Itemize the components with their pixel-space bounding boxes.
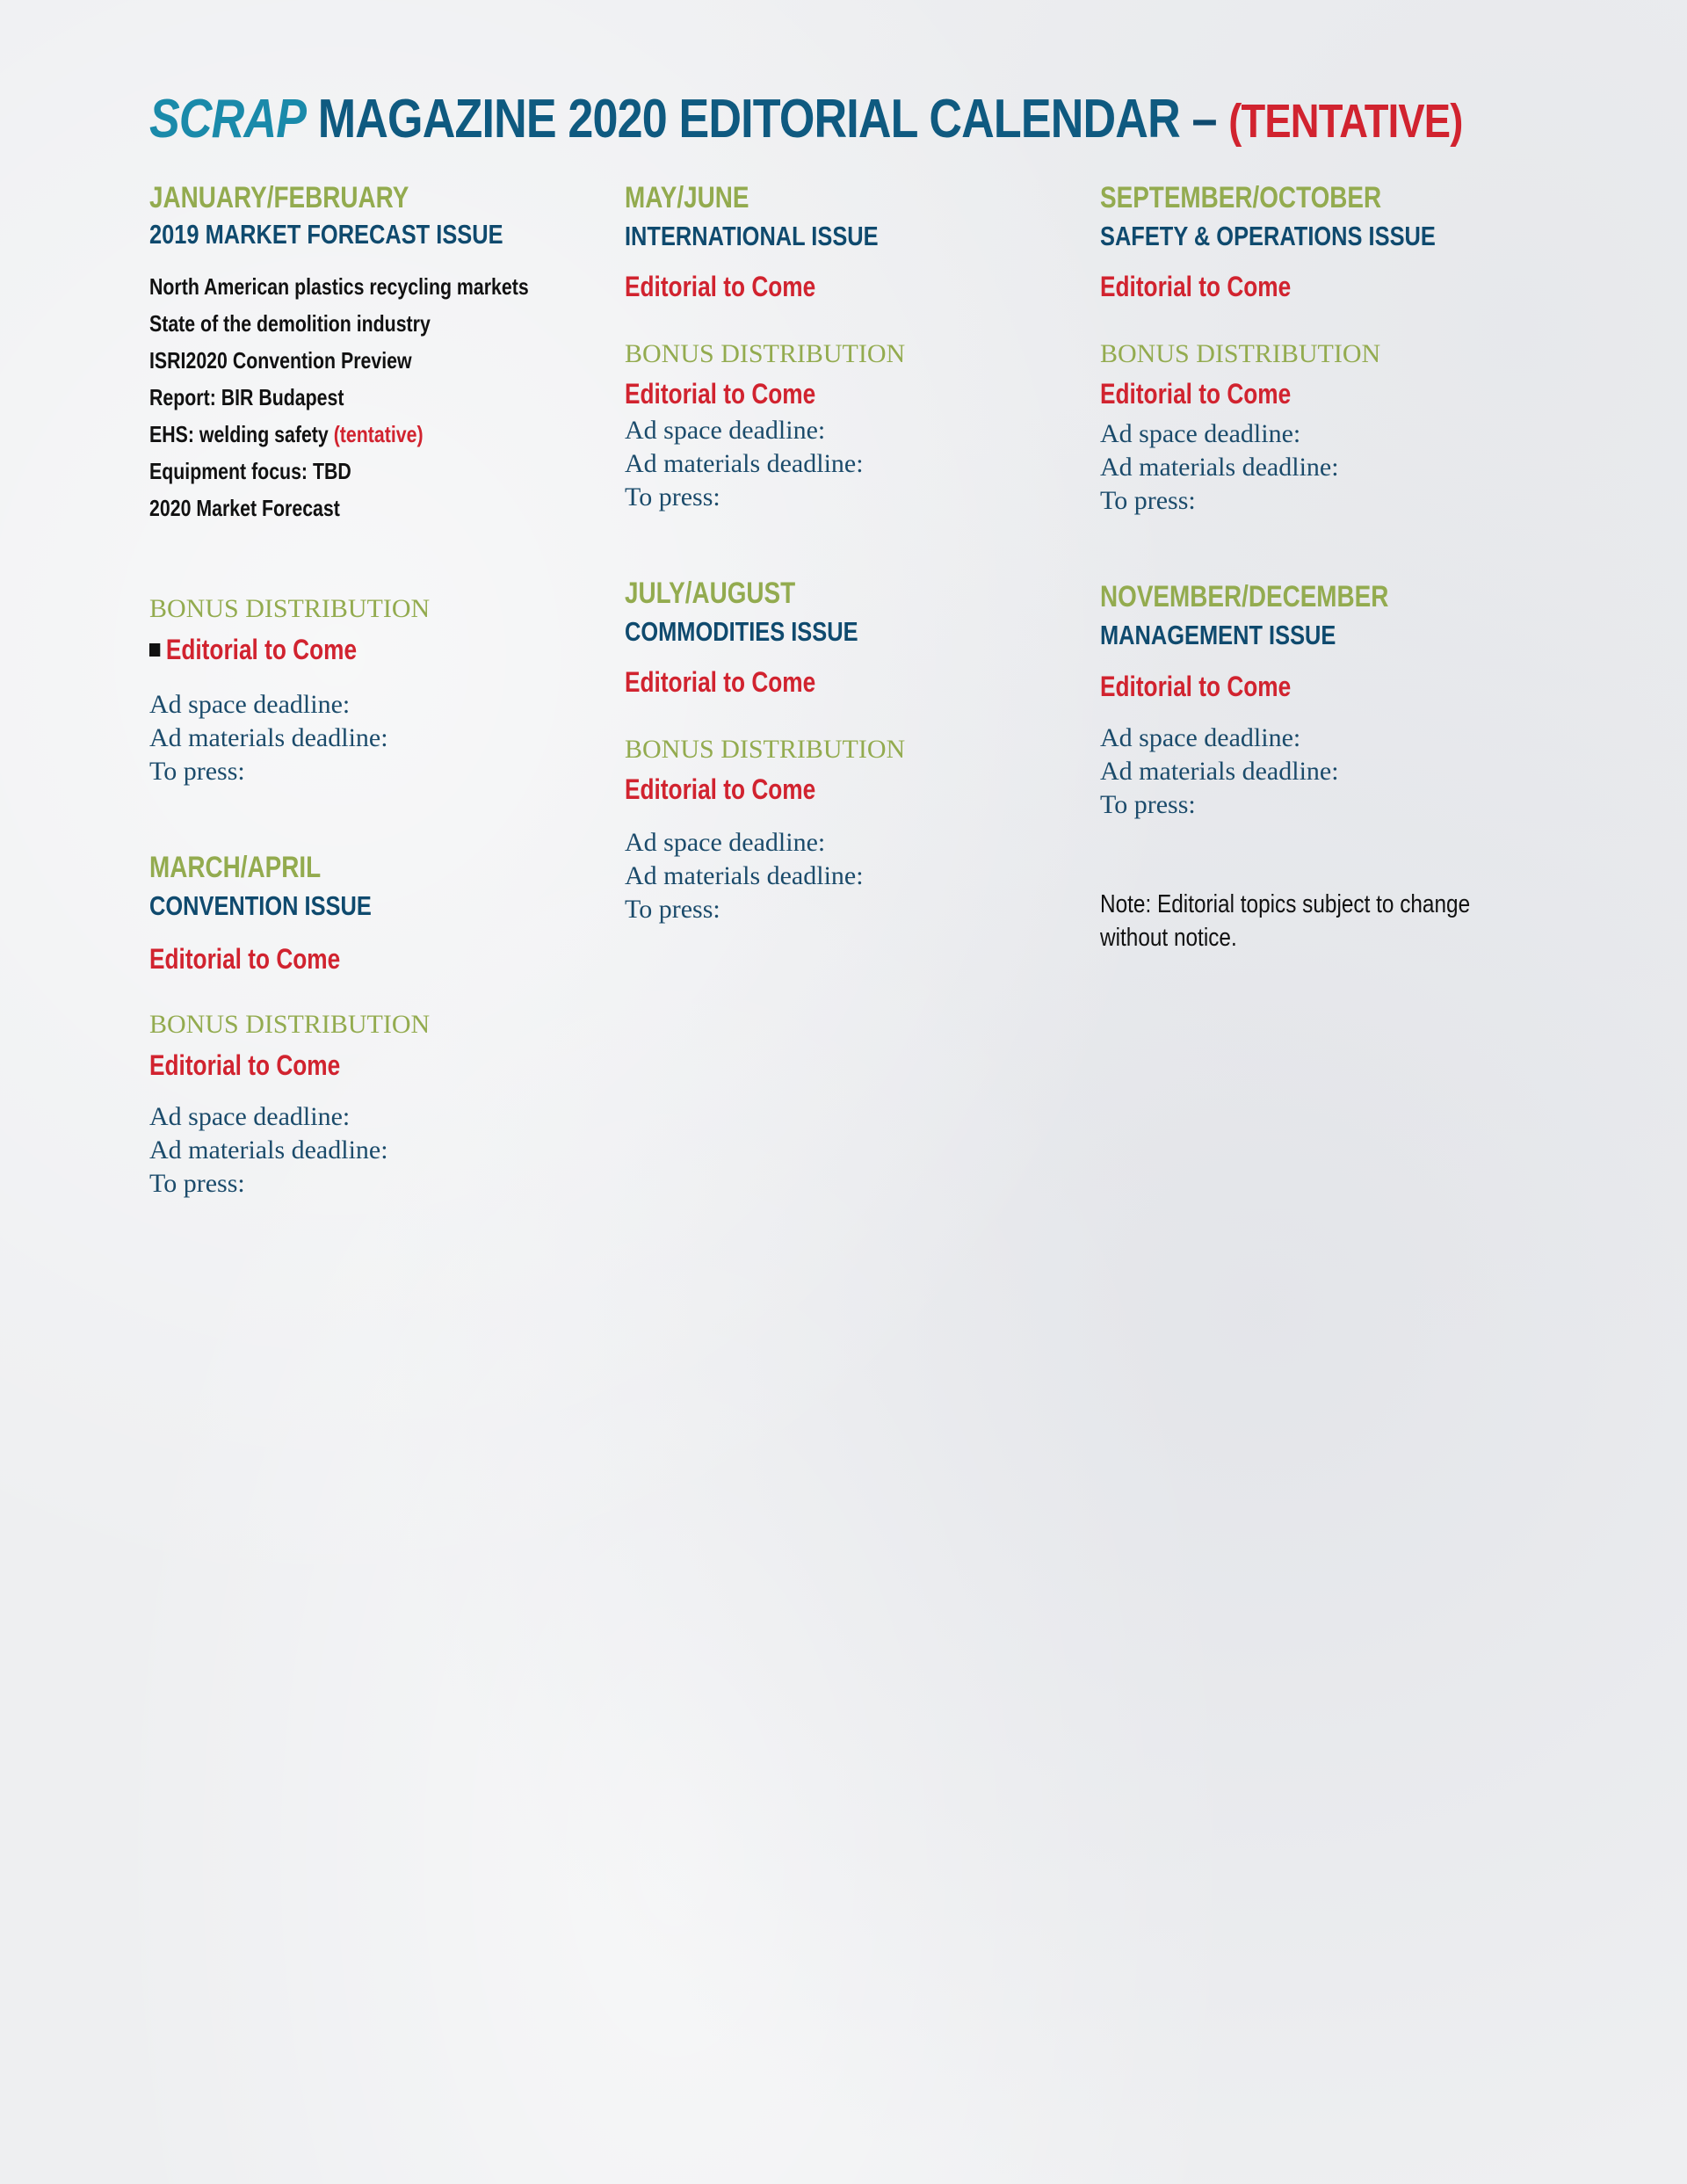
- bonus-editorial: Editorial to Come: [625, 378, 816, 410]
- issue-months: MARCH/APRIL: [149, 851, 322, 884]
- bonus-distribution-label: BONUS DISTRIBUTION: [149, 594, 431, 623]
- square-bullet-icon: [149, 643, 160, 657]
- to-press: To press:: [625, 895, 720, 924]
- to-press: To press:: [1100, 790, 1196, 819]
- page-title: [149, 88, 1462, 150]
- issue-theme: COMMODITIES ISSUE: [625, 616, 858, 647]
- tentative-flag: (tentative): [333, 420, 424, 447]
- bonus-editorial: [149, 633, 357, 666]
- issue-months: JULY/AUGUST: [625, 577, 796, 610]
- ad-materials-deadline: Ad materials deadline:: [625, 449, 864, 478]
- ad-materials-deadline: Ad materials deadline:: [1100, 453, 1339, 482]
- ad-space-deadline: Ad space deadline:: [149, 690, 351, 719]
- issue-theme: MANAGEMENT ISSUE: [1100, 620, 1336, 650]
- bonus-distribution-label: BONUS DISTRIBUTION: [149, 1010, 431, 1039]
- list-item: ISRI2020 Convention Preview: [149, 346, 412, 374]
- ad-materials-deadline: Ad materials deadline:: [1100, 757, 1339, 786]
- bonus-distribution-label: BONUS DISTRIBUTION: [625, 339, 906, 368]
- title-separator: –: [1179, 89, 1229, 149]
- editorial-to-come: Editorial to Come: [1100, 271, 1292, 302]
- editorial-to-come: Editorial to Come: [149, 943, 341, 975]
- note-line: without notice.: [1100, 924, 1237, 952]
- topic-list: [149, 268, 606, 526]
- ad-materials-deadline: Ad materials deadline:: [625, 861, 864, 890]
- editorial-note: [1100, 888, 1470, 954]
- ad-space-deadline: Ad space deadline:: [1100, 419, 1301, 448]
- ad-materials-deadline: Ad materials deadline:: [149, 1136, 388, 1165]
- issue-theme: CONVENTION ISSUE: [149, 890, 372, 921]
- list-item: [149, 416, 524, 453]
- ad-space-deadline: Ad space deadline:: [625, 416, 826, 445]
- to-press: To press:: [149, 757, 245, 786]
- list-item: Report: BIR Budapest: [149, 383, 344, 410]
- to-press: To press:: [1100, 486, 1196, 515]
- ad-space-deadline: Ad space deadline:: [149, 1102, 351, 1131]
- bonus-editorial: Editorial to Come: [149, 1049, 341, 1081]
- list-item: North American plastics recycling markets: [149, 272, 529, 300]
- topic-text: EHS: welding safety: [149, 420, 329, 447]
- issue-months: NOVEMBER/DECEMBER: [1100, 580, 1389, 613]
- editorial-to-come: Editorial to Come: [1100, 671, 1292, 702]
- list-item: State of the demolition industry: [149, 309, 431, 337]
- issue-theme: INTERNATIONAL ISSUE: [625, 221, 879, 251]
- bonus-editorial-text: Editorial to Come: [165, 634, 358, 665]
- editorial-to-come: Editorial to Come: [625, 666, 816, 698]
- title-brand: SCRAP: [149, 89, 307, 149]
- issue-theme: SAFETY & OPERATIONS ISSUE: [1100, 221, 1436, 251]
- ad-space-deadline: Ad space deadline:: [625, 828, 826, 857]
- title-main: MAGAZINE 2020 EDITORIAL CALENDAR: [306, 89, 1180, 149]
- bonus-editorial: Editorial to Come: [625, 773, 816, 805]
- bonus-distribution-label: BONUS DISTRIBUTION: [1100, 339, 1381, 368]
- note-line: Note: Editorial topics subject to change: [1100, 890, 1471, 918]
- to-press: To press:: [149, 1169, 245, 1198]
- title-tentative: (TENTATIVE): [1228, 95, 1463, 148]
- issue-months: JANUARY/FEBRUARY: [149, 181, 409, 214]
- bonus-distribution-label: BONUS DISTRIBUTION: [625, 735, 906, 764]
- list-item: Equipment focus: TBD: [149, 457, 351, 484]
- issue-jan-feb: [149, 180, 606, 526]
- issue-months: MAY/JUNE: [625, 181, 749, 214]
- bonus-editorial: Editorial to Come: [1100, 378, 1292, 410]
- ad-space-deadline: Ad space deadline:: [1100, 723, 1301, 752]
- to-press: To press:: [625, 483, 720, 512]
- editorial-to-come: Editorial to Come: [625, 271, 816, 302]
- issue-months: SEPTEMBER/OCTOBER: [1100, 181, 1382, 214]
- ad-materials-deadline: Ad materials deadline:: [149, 723, 388, 752]
- list-item: 2020 Market Forecast: [149, 494, 340, 521]
- issue-theme: 2019 MARKET FORECAST ISSUE: [149, 218, 503, 250]
